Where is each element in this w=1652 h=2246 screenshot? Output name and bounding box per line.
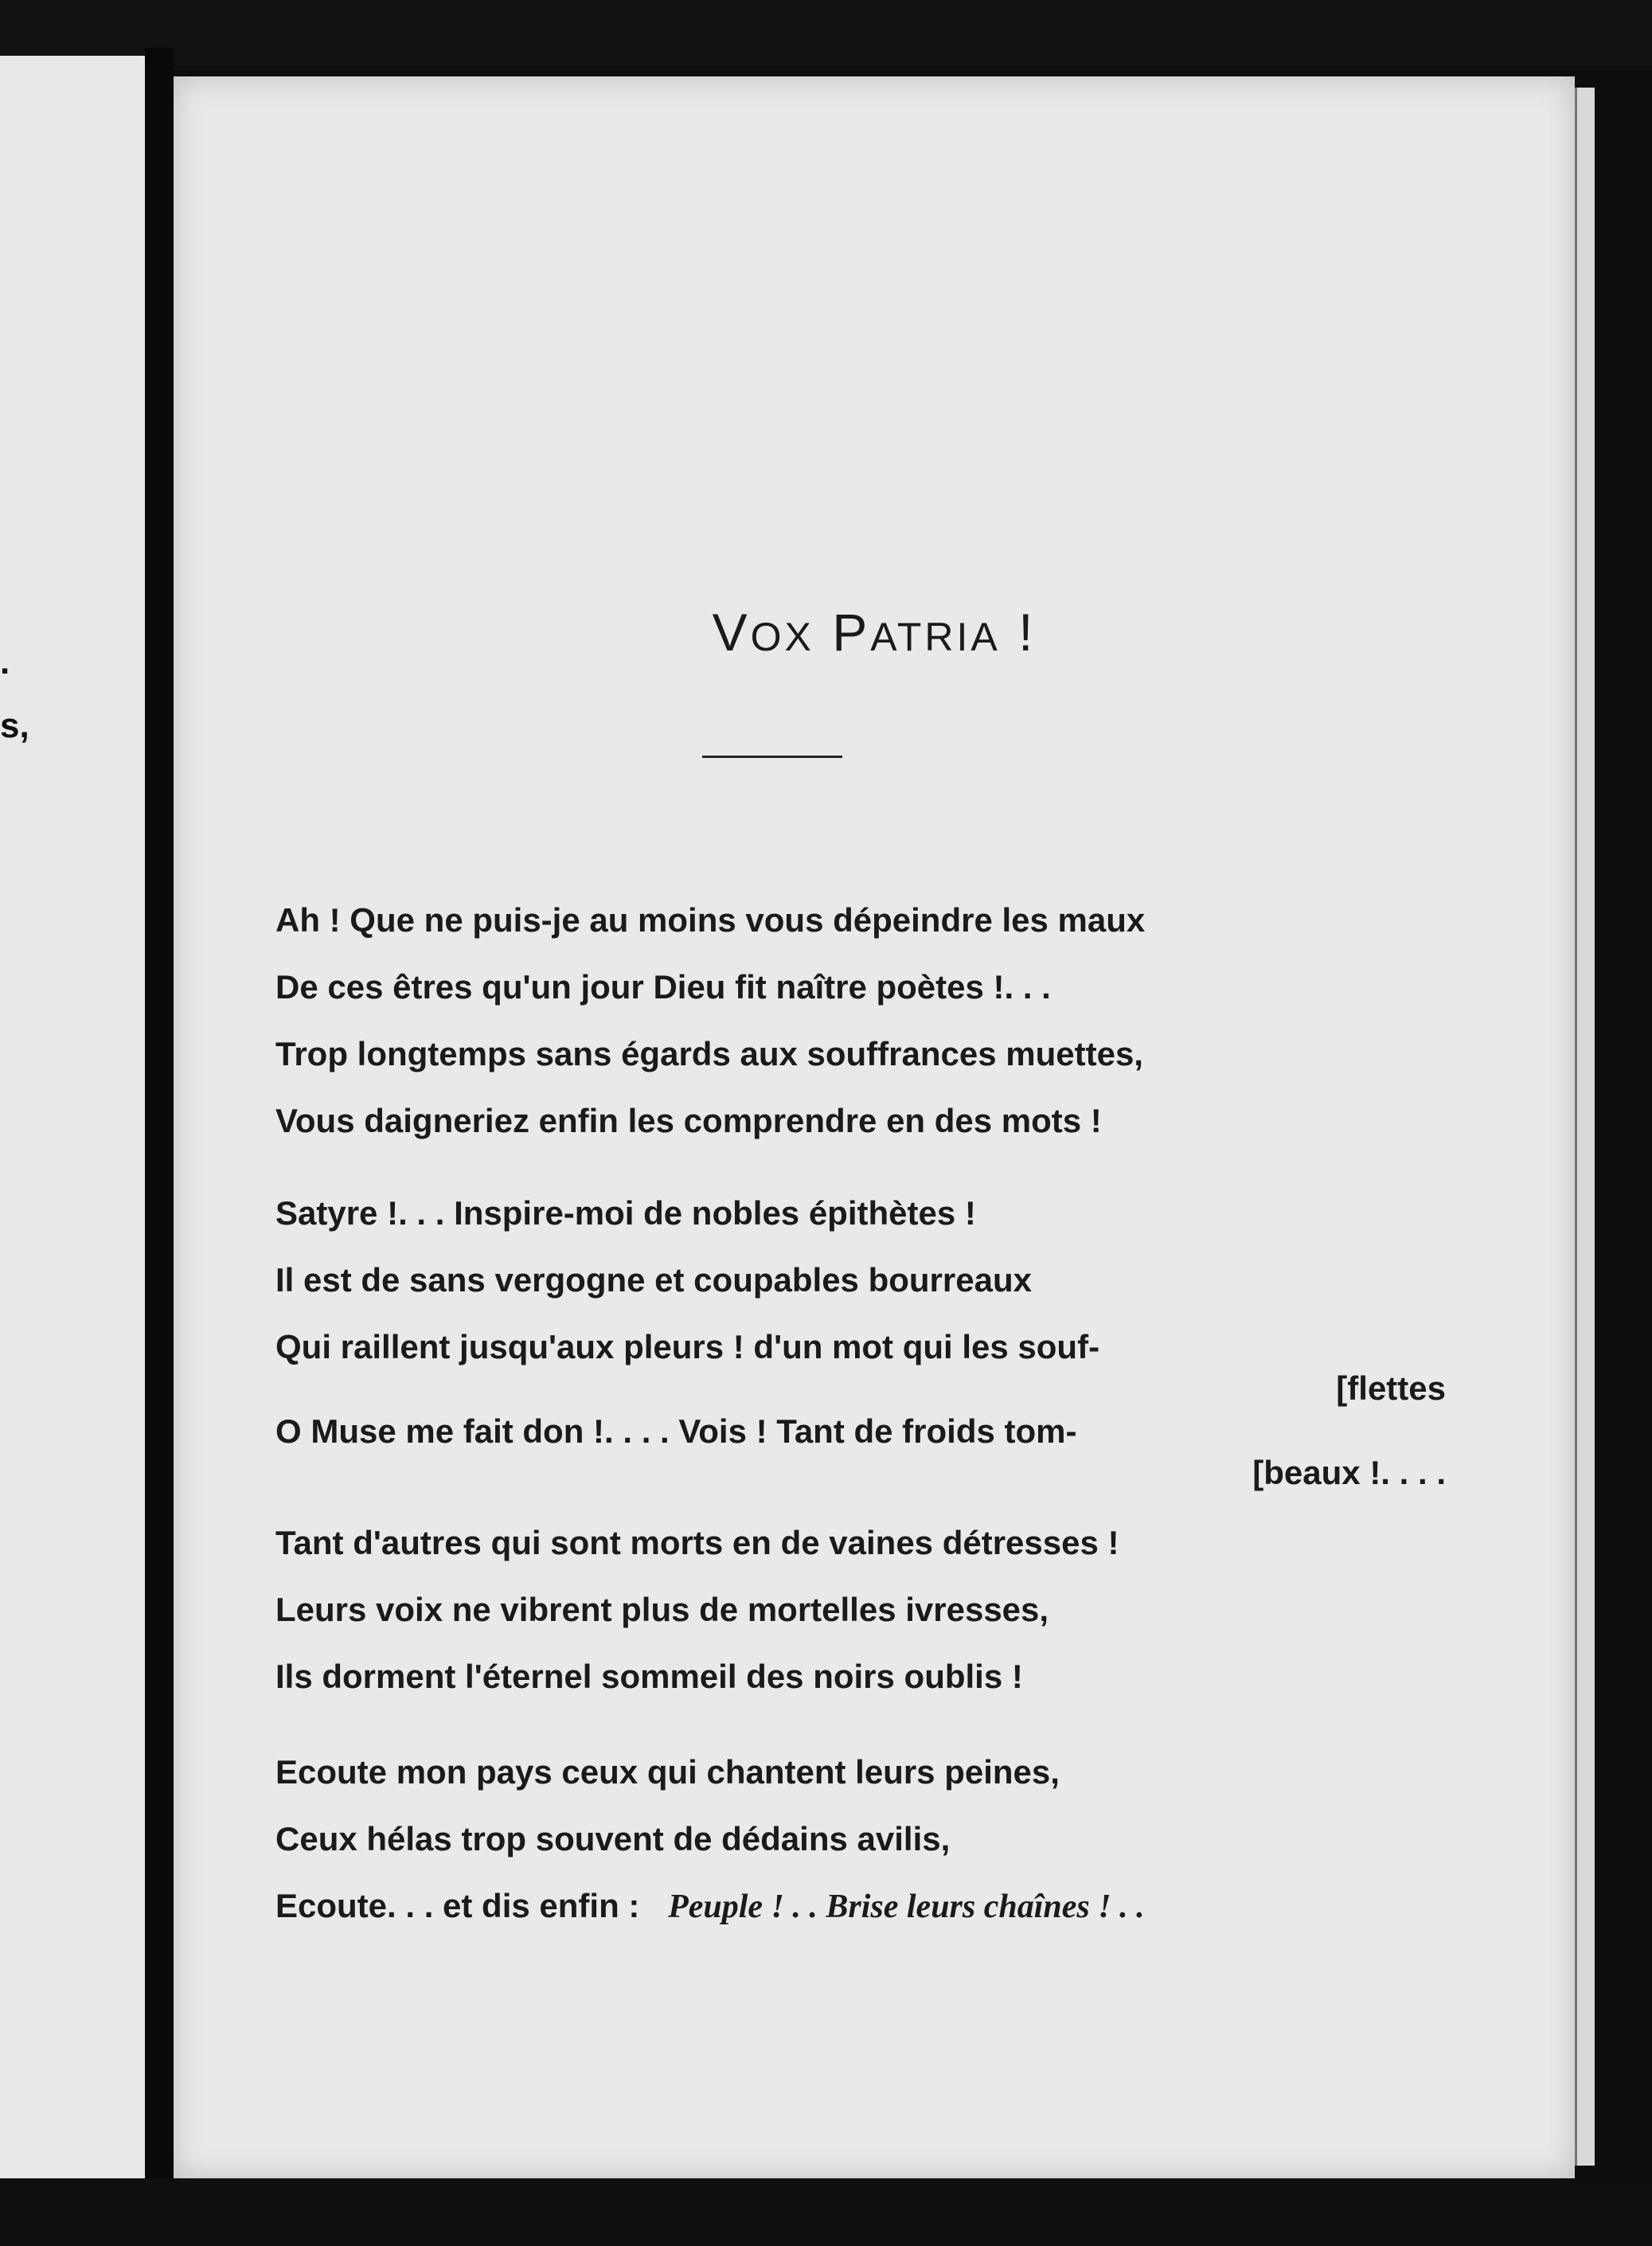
last-line-plain: Ecoute. . . et dis enfin :: [275, 1887, 640, 1924]
poem-line: Tant d'autres qui sont morts en de vaines détresses !: [275, 1524, 1119, 1561]
poem-line: Leurs voix ne vibrent plus de mortelles ivresses,: [275, 1591, 1049, 1628]
poem-line: De ces êtres qu'un jour Dieu fit naître poètes !. . .: [275, 968, 1051, 1006]
book-gutter: [145, 48, 174, 2246]
poem-line: Il est de sans vergogne et coupables bourreaux: [275, 1261, 1032, 1299]
poem-line-continuation: [flettes: [1336, 1369, 1446, 1407]
poem-line: Ah ! Que ne puis-je au moins vous dépeindre les maux: [275, 901, 1146, 939]
poem-line: Vous daigneriez enfin les comprendre en des mots !: [275, 1102, 1102, 1139]
poem-line: Qui raillent jusqu'aux pleurs ! d'un mot qui les souf-: [275, 1328, 1100, 1365]
poem-line: Ils dorment l'éternel sommeil des noirs oublis !: [275, 1658, 1023, 1695]
left-page-fragment: .: [0, 643, 10, 682]
scan-top-border: [0, 0, 1652, 70]
poem-line: Satyre !. . . Inspire-moi de nobles épithètes !: [275, 1194, 976, 1232]
poem-title: VOX PATRIA !: [712, 603, 1037, 662]
poem-line: O Muse me fait don !. . . . Vois ! Tant de froids tom-: [275, 1412, 1077, 1450]
page-edge-shadow: [1575, 88, 1595, 2166]
poem-last-line: [275, 1887, 1446, 1926]
scan-bottom-border: [0, 2178, 1652, 2246]
poem-line: Ecoute mon pays ceux qui chantent leurs peines,: [275, 1753, 1060, 1791]
title-rule: [702, 756, 842, 758]
left-page-fragment: s,: [0, 706, 29, 745]
left-page-edge: [0, 56, 145, 2246]
poem-line: Ceux hélas trop souvent de dédains avilis,: [275, 1820, 951, 1857]
poem-line: Trop longtemps sans égards aux souffrances muettes,: [275, 1035, 1143, 1072]
last-line-italic: Peuple ! . . Brise leurs chaînes ! . .: [668, 1889, 1145, 1925]
poem-line-continuation: [beaux !. . . .: [1252, 1454, 1446, 1491]
book-page: [174, 76, 1575, 2178]
